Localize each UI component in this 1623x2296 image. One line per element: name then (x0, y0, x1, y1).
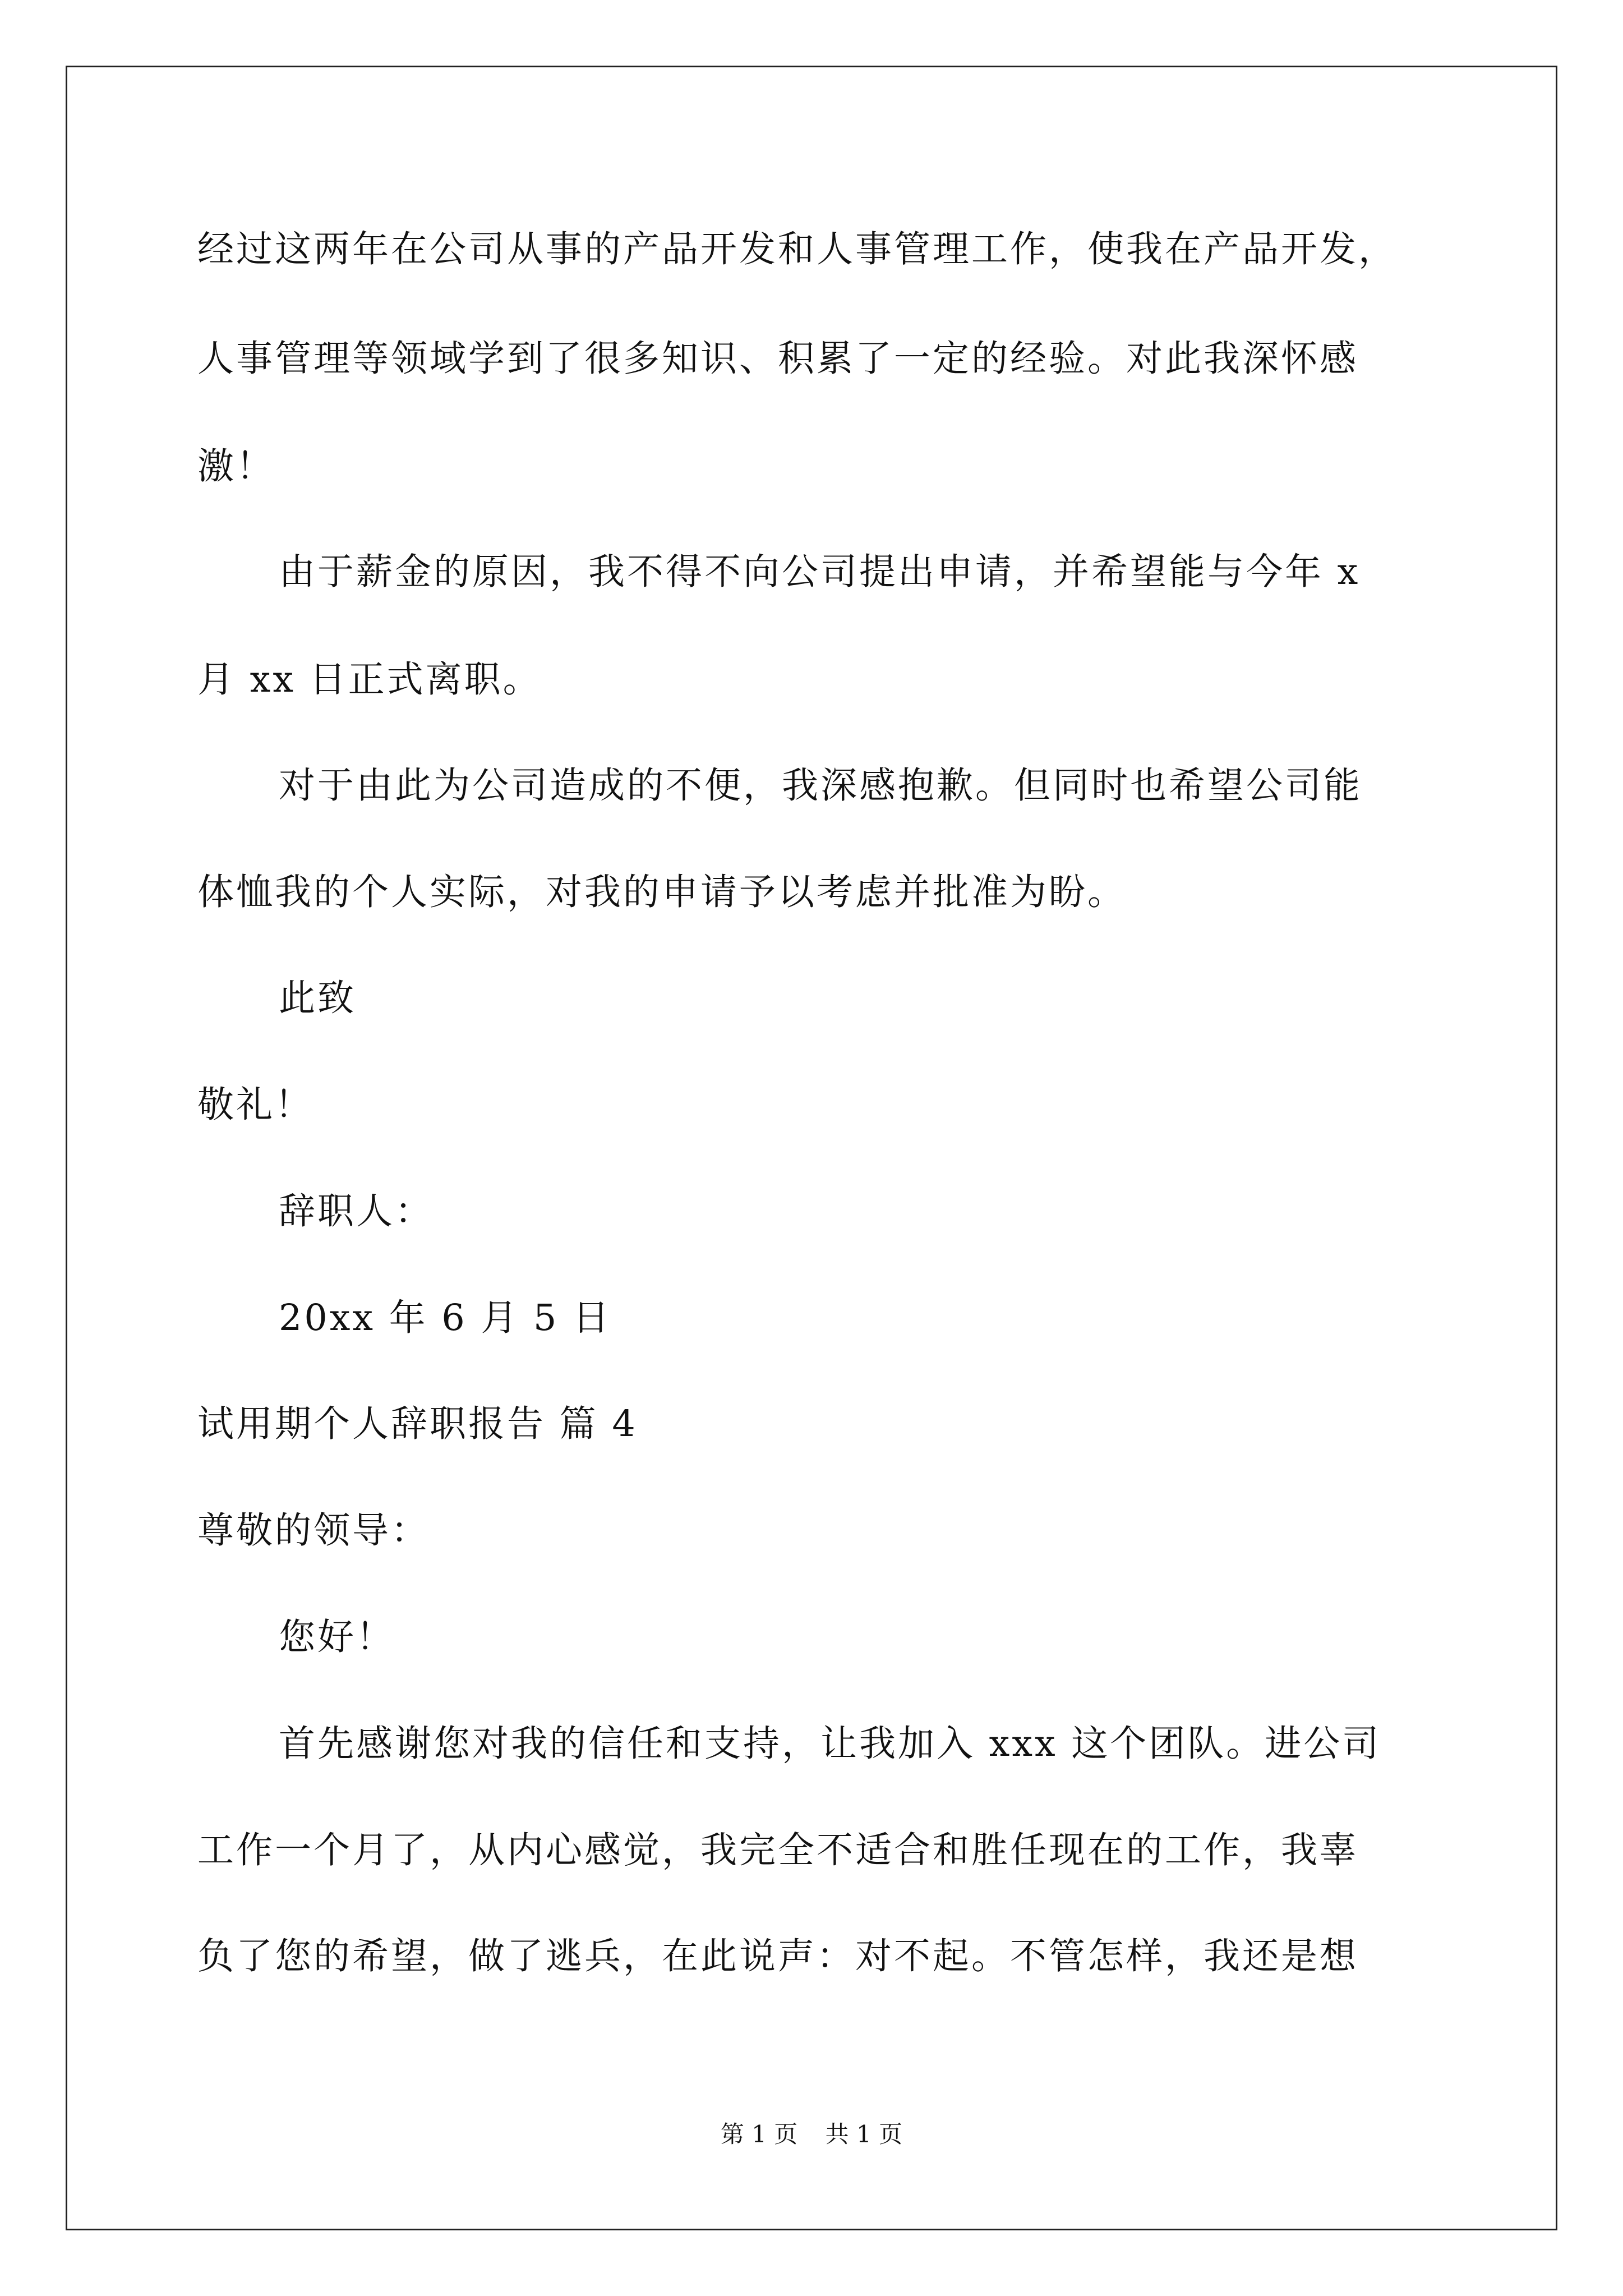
body-line-1: 经过这两年在公司从事的产品开发和人事管理工作，使我在产品开发， (197, 228, 1398, 270)
body-line-3: 激！ (197, 445, 275, 487)
section-title: 试用期个人辞职报告 篇 4 (197, 1403, 638, 1445)
page-footer (0, 2118, 1623, 2151)
greeting: 您好！ (279, 1616, 395, 1658)
body-line-5: 月 xx 日正式离职。 (197, 659, 542, 701)
body-line-7: 体恤我的个人实际，对我的申请予以考虑并批准为盼。 (197, 871, 1127, 913)
body-line-2: 人事管理等领域学到了很多知识、积累了一定的经验。对此我深怀感 (197, 338, 1359, 380)
body-line-4: 由于薪金的原因，我不得不向公司提出申请，并希望能与今年 x (279, 551, 1361, 593)
salutation: 敬礼！ (197, 1084, 314, 1126)
page-number: 第 1 页 (720, 2120, 798, 2148)
recipient: 尊敬的领导： (197, 1510, 430, 1552)
signature-label: 辞职人： (279, 1190, 434, 1232)
page-total: 共 1 页 (825, 2120, 903, 2148)
body-line-10: 负了您的希望，做了逃兵，在此说声：对不起。不管怎样，我还是想 (197, 1935, 1359, 1977)
body-line-6: 对于由此为公司造成的不便，我深感抱歉。但同时也希望公司能 (279, 765, 1363, 807)
closing-phrase: 此致 (279, 977, 357, 1019)
body-line-9: 工作一个月了，从内心感觉，我完全不适合和胜任现在的工作，我辜 (197, 1829, 1359, 1871)
page-border (66, 66, 1557, 2230)
date-line: 20xx 年 6 月 5 日 (279, 1297, 612, 1339)
body-line-8: 首先感谢您对我的信任和支持，让我加入 xxx 这个团队。进公司 (279, 1723, 1381, 1765)
